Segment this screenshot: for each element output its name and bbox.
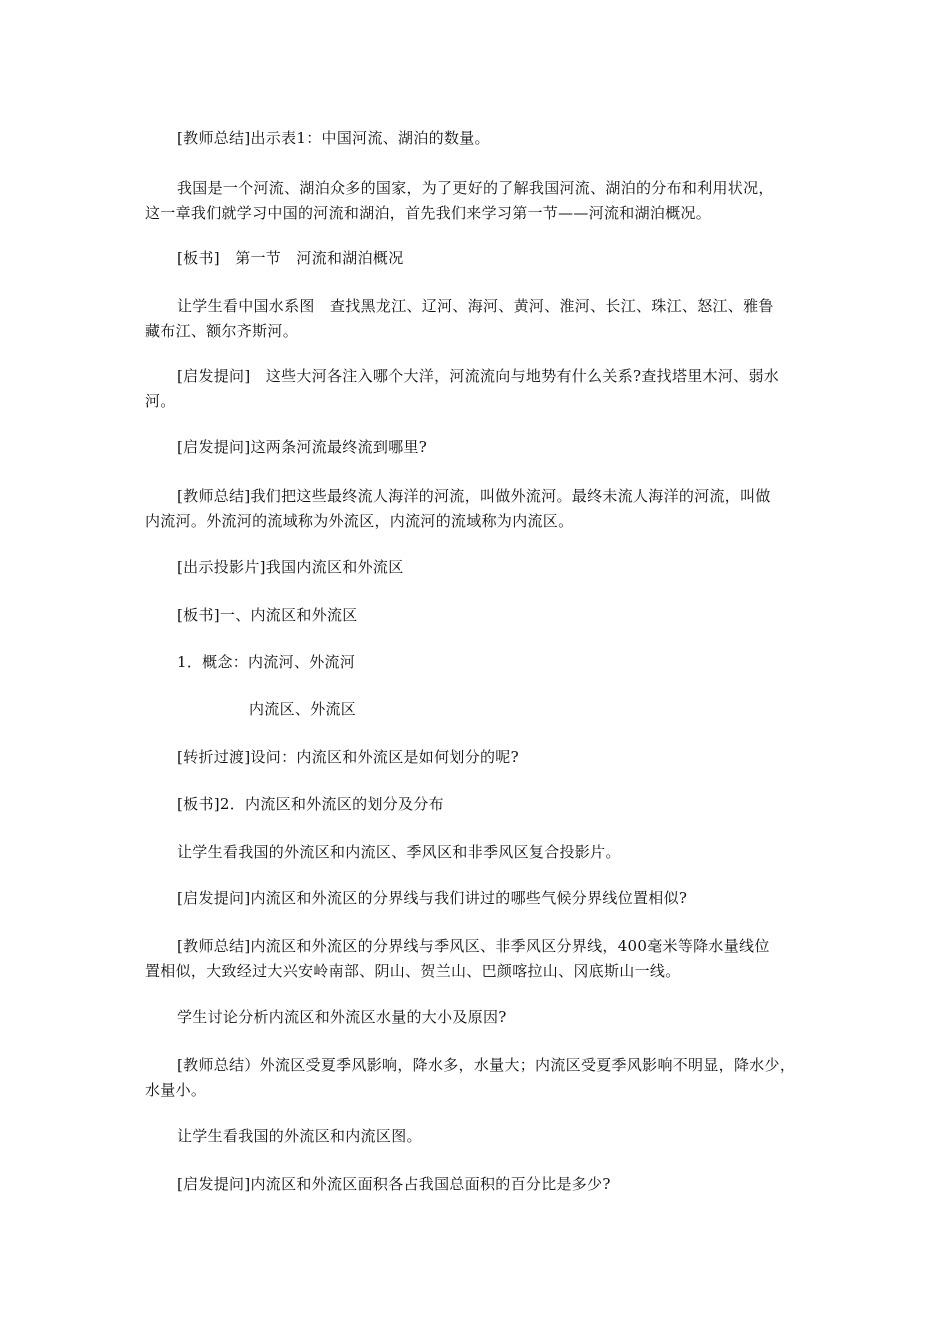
paragraph-concept-rivers xyxy=(145,650,835,675)
text-line: [教师总结]内流区和外流区的分界线与季风区、非季风区分界线，400毫米等降水量线位 xyxy=(177,937,770,955)
text-line: 内流河。外流河的流域称为外流区，内流河的流域称为内流区。 xyxy=(145,512,574,530)
text-line: 这一章我们就学习中国的河流和湖泊，首先我们来学习第一节——河流和湖泊概况。 xyxy=(145,204,712,222)
paragraph-student-discussion xyxy=(145,1005,835,1030)
text-line: [教师总结）外流区受夏季风影响，降水多，水量大；内流区受夏季风影响不明显，降水少， xyxy=(177,1056,796,1074)
paragraph-board-section-title xyxy=(145,246,835,271)
text-line: 置相似，大致经过大兴安岭南部、阴山、贺兰山、巴颜喀拉山、冈底斯山一线。 xyxy=(145,962,681,980)
text-line: [教师总结]出示表1：中国河流、湖泊的数量。 xyxy=(177,129,490,147)
paragraph-composite-slide xyxy=(145,840,835,865)
paragraph-view-map xyxy=(145,1124,835,1149)
paragraph-chapter-intro xyxy=(145,176,835,226)
paragraph-question-oceans xyxy=(145,364,835,414)
text-line: 我国是一个河流、湖泊众多的国家，为了更好的了解我国河流、湖泊的分布和利用状况， xyxy=(177,179,774,197)
paragraph-teacher-summary-table xyxy=(145,126,835,151)
paragraph-question-boundary xyxy=(145,886,835,911)
text-line: 让学生看我国的外流区和内流区图。 xyxy=(177,1127,422,1145)
text-line: 学生讨论分析内流区和外流区水量的大小及原因? xyxy=(177,1008,507,1026)
paragraph-summary-boundary xyxy=(145,934,835,984)
text-line: [板书] 第一节 河流和湖泊概况 xyxy=(177,249,404,267)
text-line: 1．概念：内流河、外流河 xyxy=(177,653,356,671)
text-line: 让学生看中国水系图 查找黑龙江、辽河、海河、黄河、淮河、长江、珠江、怒江、雅鲁 xyxy=(177,297,774,315)
text-line: [启发提问]这两条河流最终流到哪里? xyxy=(177,438,428,456)
paragraph-concept-regions xyxy=(145,697,835,722)
paragraph-summary-water-volume xyxy=(145,1053,835,1103)
paragraph-show-slide xyxy=(145,555,835,580)
text-line: [启发提问] 这些大河各注入哪个大洋，河流流向与地势有什么关系?查找塔里木河、弱水 xyxy=(177,367,780,385)
paragraph-water-system-map xyxy=(145,294,835,344)
paragraph-summary-inflow-outflow xyxy=(145,484,835,534)
text-line: [板书]2．内流区和外流区的划分及分布 xyxy=(177,795,444,813)
text-line: 水量小。 xyxy=(145,1081,207,1099)
paragraph-question-area xyxy=(145,1172,835,1197)
text-line: [板书]一、内流区和外流区 xyxy=(177,606,358,624)
text-line: 河。 xyxy=(145,392,176,410)
text-line: [转折过渡]设问：内流区和外流区是如何划分的呢? xyxy=(177,748,519,766)
text-line: [启发提问]内流区和外流区的分界线与我们讲过的哪些气候分界线位置相似? xyxy=(177,889,688,907)
text-line: 内流区、外流区 xyxy=(249,700,357,718)
paragraph-board-heading-one xyxy=(145,603,835,628)
text-line: [教师总结]我们把这些最终流人海洋的河流，叫做外流河。最终未流人海洋的河流，叫做 xyxy=(177,487,771,505)
paragraph-transition xyxy=(145,745,835,770)
paragraph-board-heading-two xyxy=(145,792,835,817)
text-line: [启发提问]内流区和外流区面积各占我国总面积的百分比是多少? xyxy=(177,1175,611,1193)
text-line: [出示投影片]我国内流区和外流区 xyxy=(177,558,404,576)
text-line: 藏布江、额尔齐斯河。 xyxy=(145,322,299,340)
text-line: 让学生看我国的外流区和内流区、季风区和非季风区复合投影片。 xyxy=(177,843,621,861)
paragraph-question-where xyxy=(145,435,835,460)
